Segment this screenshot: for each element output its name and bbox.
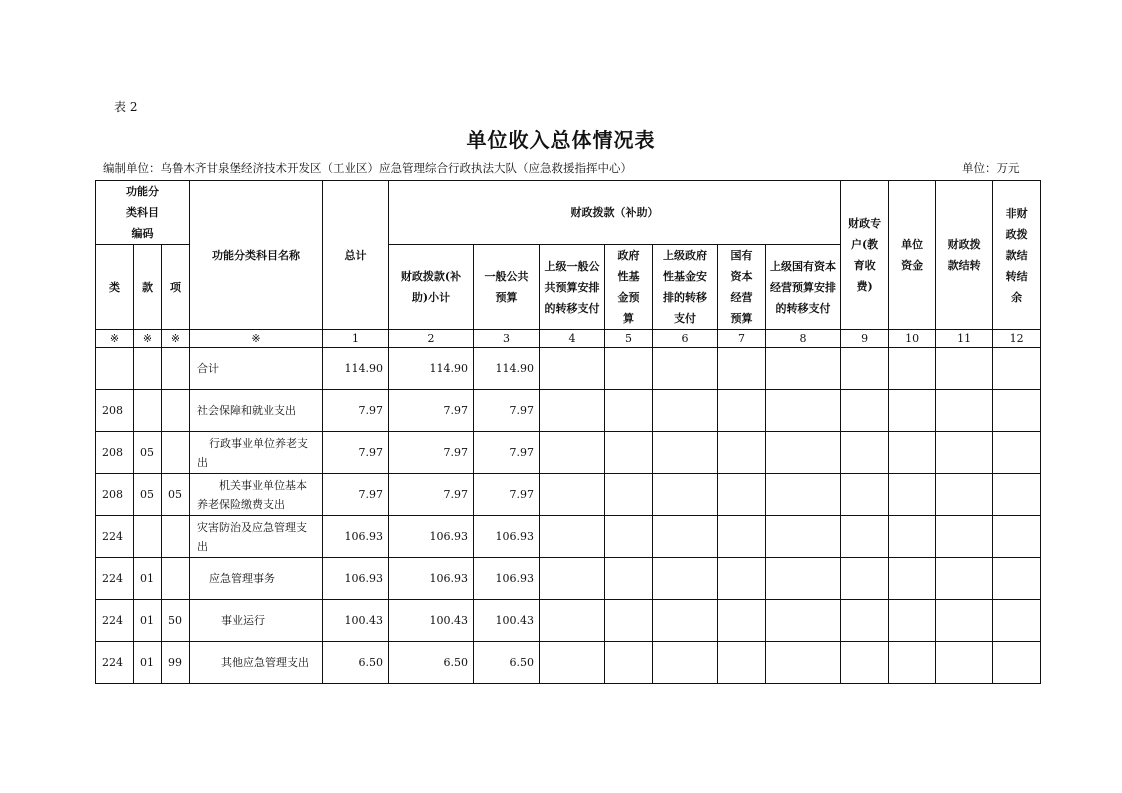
cell-lei: 224 bbox=[96, 600, 134, 642]
cell-empty bbox=[605, 642, 653, 684]
cell-empty bbox=[605, 474, 653, 516]
cell-name: 灾害防治及应急管理支出 bbox=[190, 516, 323, 558]
cell-empty bbox=[993, 474, 1041, 516]
cell-xiang bbox=[162, 432, 190, 474]
cell-empty bbox=[605, 348, 653, 390]
cell-empty bbox=[653, 348, 718, 390]
cell-empty bbox=[766, 600, 841, 642]
cell-general-budget: 106.93 bbox=[474, 558, 540, 600]
index-cell: ※ bbox=[134, 330, 162, 348]
cell-empty bbox=[540, 642, 605, 684]
header-gov-fund: 政府性基金预算 bbox=[605, 245, 653, 330]
index-cell: 7 bbox=[718, 330, 766, 348]
cell-empty bbox=[653, 474, 718, 516]
cell-empty bbox=[936, 642, 993, 684]
cell-empty bbox=[653, 642, 718, 684]
cell-xiang bbox=[162, 516, 190, 558]
cell-empty bbox=[653, 516, 718, 558]
cell-empty bbox=[841, 558, 889, 600]
cell-xiang: 05 bbox=[162, 474, 190, 516]
cell-lei: 224 bbox=[96, 516, 134, 558]
cell-kuan: 05 bbox=[134, 474, 162, 516]
header-nonfiscal-carryover: 非财政拨款结转结余 bbox=[993, 181, 1041, 330]
cell-empty bbox=[936, 432, 993, 474]
cell-empty bbox=[841, 348, 889, 390]
currency-unit: 单位：万元 bbox=[962, 161, 1020, 175]
cell-xiang: 50 bbox=[162, 600, 190, 642]
index-cell: 1 bbox=[323, 330, 389, 348]
cell-empty bbox=[718, 474, 766, 516]
cell-kuan: 01 bbox=[134, 600, 162, 642]
cell-name: 事业运行 bbox=[190, 600, 323, 642]
cell-empty bbox=[993, 432, 1041, 474]
header-code-group: 功能分类科目编码 bbox=[96, 181, 190, 245]
index-cell: 11 bbox=[936, 330, 993, 348]
cell-empty bbox=[766, 558, 841, 600]
cell-lei: 224 bbox=[96, 558, 134, 600]
compiling-unit: 编制单位：乌鲁木齐甘泉堡经济技术开发区（工业区）应急管理综合行政执法大队（应急救援指挥中心） bbox=[103, 161, 632, 175]
cell-empty bbox=[889, 600, 936, 642]
cell-kuan: 01 bbox=[134, 642, 162, 684]
cell-empty bbox=[540, 348, 605, 390]
cell-name: 其他应急管理支出 bbox=[190, 642, 323, 684]
table-row bbox=[96, 642, 1041, 684]
header-name: 功能分类科目名称 bbox=[190, 181, 323, 330]
cell-fiscal-subtotal: 7.97 bbox=[389, 474, 474, 516]
cell-empty bbox=[718, 432, 766, 474]
header-unit-funds: 单位资金 bbox=[889, 181, 936, 330]
cell-kuan bbox=[134, 348, 162, 390]
cell-fiscal-subtotal: 106.93 bbox=[389, 558, 474, 600]
cell-general-budget: 6.50 bbox=[474, 642, 540, 684]
cell-lei: 224 bbox=[96, 642, 134, 684]
cell-empty bbox=[889, 474, 936, 516]
cell-empty bbox=[889, 558, 936, 600]
cell-empty bbox=[766, 516, 841, 558]
cell-empty bbox=[653, 390, 718, 432]
cell-total: 7.97 bbox=[323, 390, 389, 432]
cell-empty bbox=[540, 474, 605, 516]
index-cell: 5 bbox=[605, 330, 653, 348]
cell-name: 行政事业单位养老支出 bbox=[190, 432, 323, 474]
cell-empty bbox=[841, 642, 889, 684]
cell-total: 7.97 bbox=[323, 474, 389, 516]
cell-empty bbox=[540, 558, 605, 600]
cell-empty bbox=[718, 642, 766, 684]
index-cell: ※ bbox=[162, 330, 190, 348]
cell-empty bbox=[766, 390, 841, 432]
cell-empty bbox=[993, 600, 1041, 642]
header-fiscal-subtotal: 财政拨款(补助)小计 bbox=[389, 245, 474, 330]
header-fiscal-carryover: 财政拨款结转 bbox=[936, 181, 993, 330]
cell-name: 合计 bbox=[190, 348, 323, 390]
cell-total: 106.93 bbox=[323, 558, 389, 600]
cell-empty bbox=[936, 600, 993, 642]
cell-empty bbox=[605, 558, 653, 600]
income-table bbox=[95, 180, 1041, 684]
index-cell: 12 bbox=[993, 330, 1041, 348]
cell-name: 机关事业单位基本养老保险缴费支出 bbox=[190, 474, 323, 516]
index-row bbox=[96, 330, 1041, 348]
index-cell: 9 bbox=[841, 330, 889, 348]
cell-fiscal-subtotal: 7.97 bbox=[389, 432, 474, 474]
cell-empty bbox=[889, 516, 936, 558]
cell-empty bbox=[889, 348, 936, 390]
cell-empty bbox=[993, 348, 1041, 390]
cell-kuan bbox=[134, 390, 162, 432]
header-special: 财政专户(教育收费) bbox=[841, 181, 889, 330]
cell-empty bbox=[718, 390, 766, 432]
cell-total: 7.97 bbox=[323, 432, 389, 474]
cell-xiang bbox=[162, 348, 190, 390]
cell-empty bbox=[653, 432, 718, 474]
header-upper-general: 上级一般公共预算安排的转移支付 bbox=[540, 245, 605, 330]
cell-xiang: 99 bbox=[162, 642, 190, 684]
index-cell: ※ bbox=[190, 330, 323, 348]
header-row-1 bbox=[96, 181, 1041, 245]
cell-empty bbox=[889, 390, 936, 432]
cell-fiscal-subtotal: 7.97 bbox=[389, 390, 474, 432]
index-cell: 3 bbox=[474, 330, 540, 348]
cell-empty bbox=[540, 516, 605, 558]
cell-kuan bbox=[134, 516, 162, 558]
header-xiang: 项 bbox=[162, 245, 190, 330]
cell-lei: 208 bbox=[96, 432, 134, 474]
cell-empty bbox=[936, 390, 993, 432]
table-row bbox=[96, 600, 1041, 642]
cell-empty bbox=[605, 600, 653, 642]
cell-empty bbox=[540, 600, 605, 642]
cell-fiscal-subtotal: 6.50 bbox=[389, 642, 474, 684]
cell-lei: 208 bbox=[96, 474, 134, 516]
cell-empty bbox=[766, 642, 841, 684]
table-row bbox=[96, 558, 1041, 600]
table-row bbox=[96, 390, 1041, 432]
cell-general-budget: 7.97 bbox=[474, 432, 540, 474]
header-total: 总计 bbox=[323, 181, 389, 330]
page-title: 单位收入总体情况表 bbox=[466, 128, 656, 152]
header-state-capital: 国有资本经营预算 bbox=[718, 245, 766, 330]
index-cell: 10 bbox=[889, 330, 936, 348]
cell-general-budget: 114.90 bbox=[474, 348, 540, 390]
cell-empty bbox=[889, 642, 936, 684]
table-row bbox=[96, 432, 1041, 474]
cell-empty bbox=[605, 516, 653, 558]
cell-empty bbox=[993, 642, 1041, 684]
index-cell: 6 bbox=[653, 330, 718, 348]
cell-total: 100.43 bbox=[323, 600, 389, 642]
cell-empty bbox=[841, 474, 889, 516]
cell-fiscal-subtotal: 114.90 bbox=[389, 348, 474, 390]
index-cell: 8 bbox=[766, 330, 841, 348]
cell-total: 106.93 bbox=[323, 516, 389, 558]
cell-empty bbox=[841, 516, 889, 558]
cell-empty bbox=[841, 432, 889, 474]
header-upper-state-capital: 上级国有资本经营预算安排的转移支付 bbox=[766, 245, 841, 330]
cell-lei bbox=[96, 348, 134, 390]
cell-empty bbox=[718, 558, 766, 600]
cell-empty bbox=[605, 432, 653, 474]
table-row-total bbox=[96, 348, 1041, 390]
cell-xiang bbox=[162, 558, 190, 600]
index-cell: 2 bbox=[389, 330, 474, 348]
cell-lei: 208 bbox=[96, 390, 134, 432]
cell-xiang bbox=[162, 390, 190, 432]
cell-empty bbox=[766, 348, 841, 390]
cell-empty bbox=[718, 348, 766, 390]
cell-empty bbox=[841, 390, 889, 432]
cell-empty bbox=[718, 600, 766, 642]
header-upper-gov-fund: 上级政府性基金安排的转移支付 bbox=[653, 245, 718, 330]
cell-fiscal-subtotal: 100.43 bbox=[389, 600, 474, 642]
cell-empty bbox=[766, 474, 841, 516]
index-cell: ※ bbox=[96, 330, 134, 348]
cell-general-budget: 100.43 bbox=[474, 600, 540, 642]
index-cell: 4 bbox=[540, 330, 605, 348]
cell-empty bbox=[936, 558, 993, 600]
cell-total: 6.50 bbox=[323, 642, 389, 684]
table-number: 表 2 bbox=[114, 100, 138, 114]
cell-empty bbox=[540, 390, 605, 432]
cell-empty bbox=[993, 558, 1041, 600]
header-general-budget: 一般公共预算 bbox=[474, 245, 540, 330]
header-lei: 类 bbox=[96, 245, 134, 330]
cell-kuan: 01 bbox=[134, 558, 162, 600]
cell-empty bbox=[718, 516, 766, 558]
cell-general-budget: 7.97 bbox=[474, 474, 540, 516]
cell-empty bbox=[936, 516, 993, 558]
cell-empty bbox=[993, 390, 1041, 432]
cell-name: 应急管理事务 bbox=[190, 558, 323, 600]
cell-name: 社会保障和就业支出 bbox=[190, 390, 323, 432]
table-row bbox=[96, 474, 1041, 516]
cell-empty bbox=[841, 600, 889, 642]
cell-empty bbox=[889, 432, 936, 474]
cell-empty bbox=[653, 558, 718, 600]
cell-empty bbox=[993, 516, 1041, 558]
cell-empty bbox=[653, 600, 718, 642]
cell-general-budget: 7.97 bbox=[474, 390, 540, 432]
cell-empty bbox=[540, 432, 605, 474]
cell-total: 114.90 bbox=[323, 348, 389, 390]
header-fiscal-group: 财政拨款（补助） bbox=[389, 181, 841, 245]
cell-empty bbox=[605, 390, 653, 432]
cell-empty bbox=[936, 348, 993, 390]
cell-empty bbox=[936, 474, 993, 516]
header-kuan: 款 bbox=[134, 245, 162, 330]
cell-kuan: 05 bbox=[134, 432, 162, 474]
cell-fiscal-subtotal: 106.93 bbox=[389, 516, 474, 558]
cell-general-budget: 106.93 bbox=[474, 516, 540, 558]
cell-empty bbox=[766, 432, 841, 474]
table-row bbox=[96, 516, 1041, 558]
